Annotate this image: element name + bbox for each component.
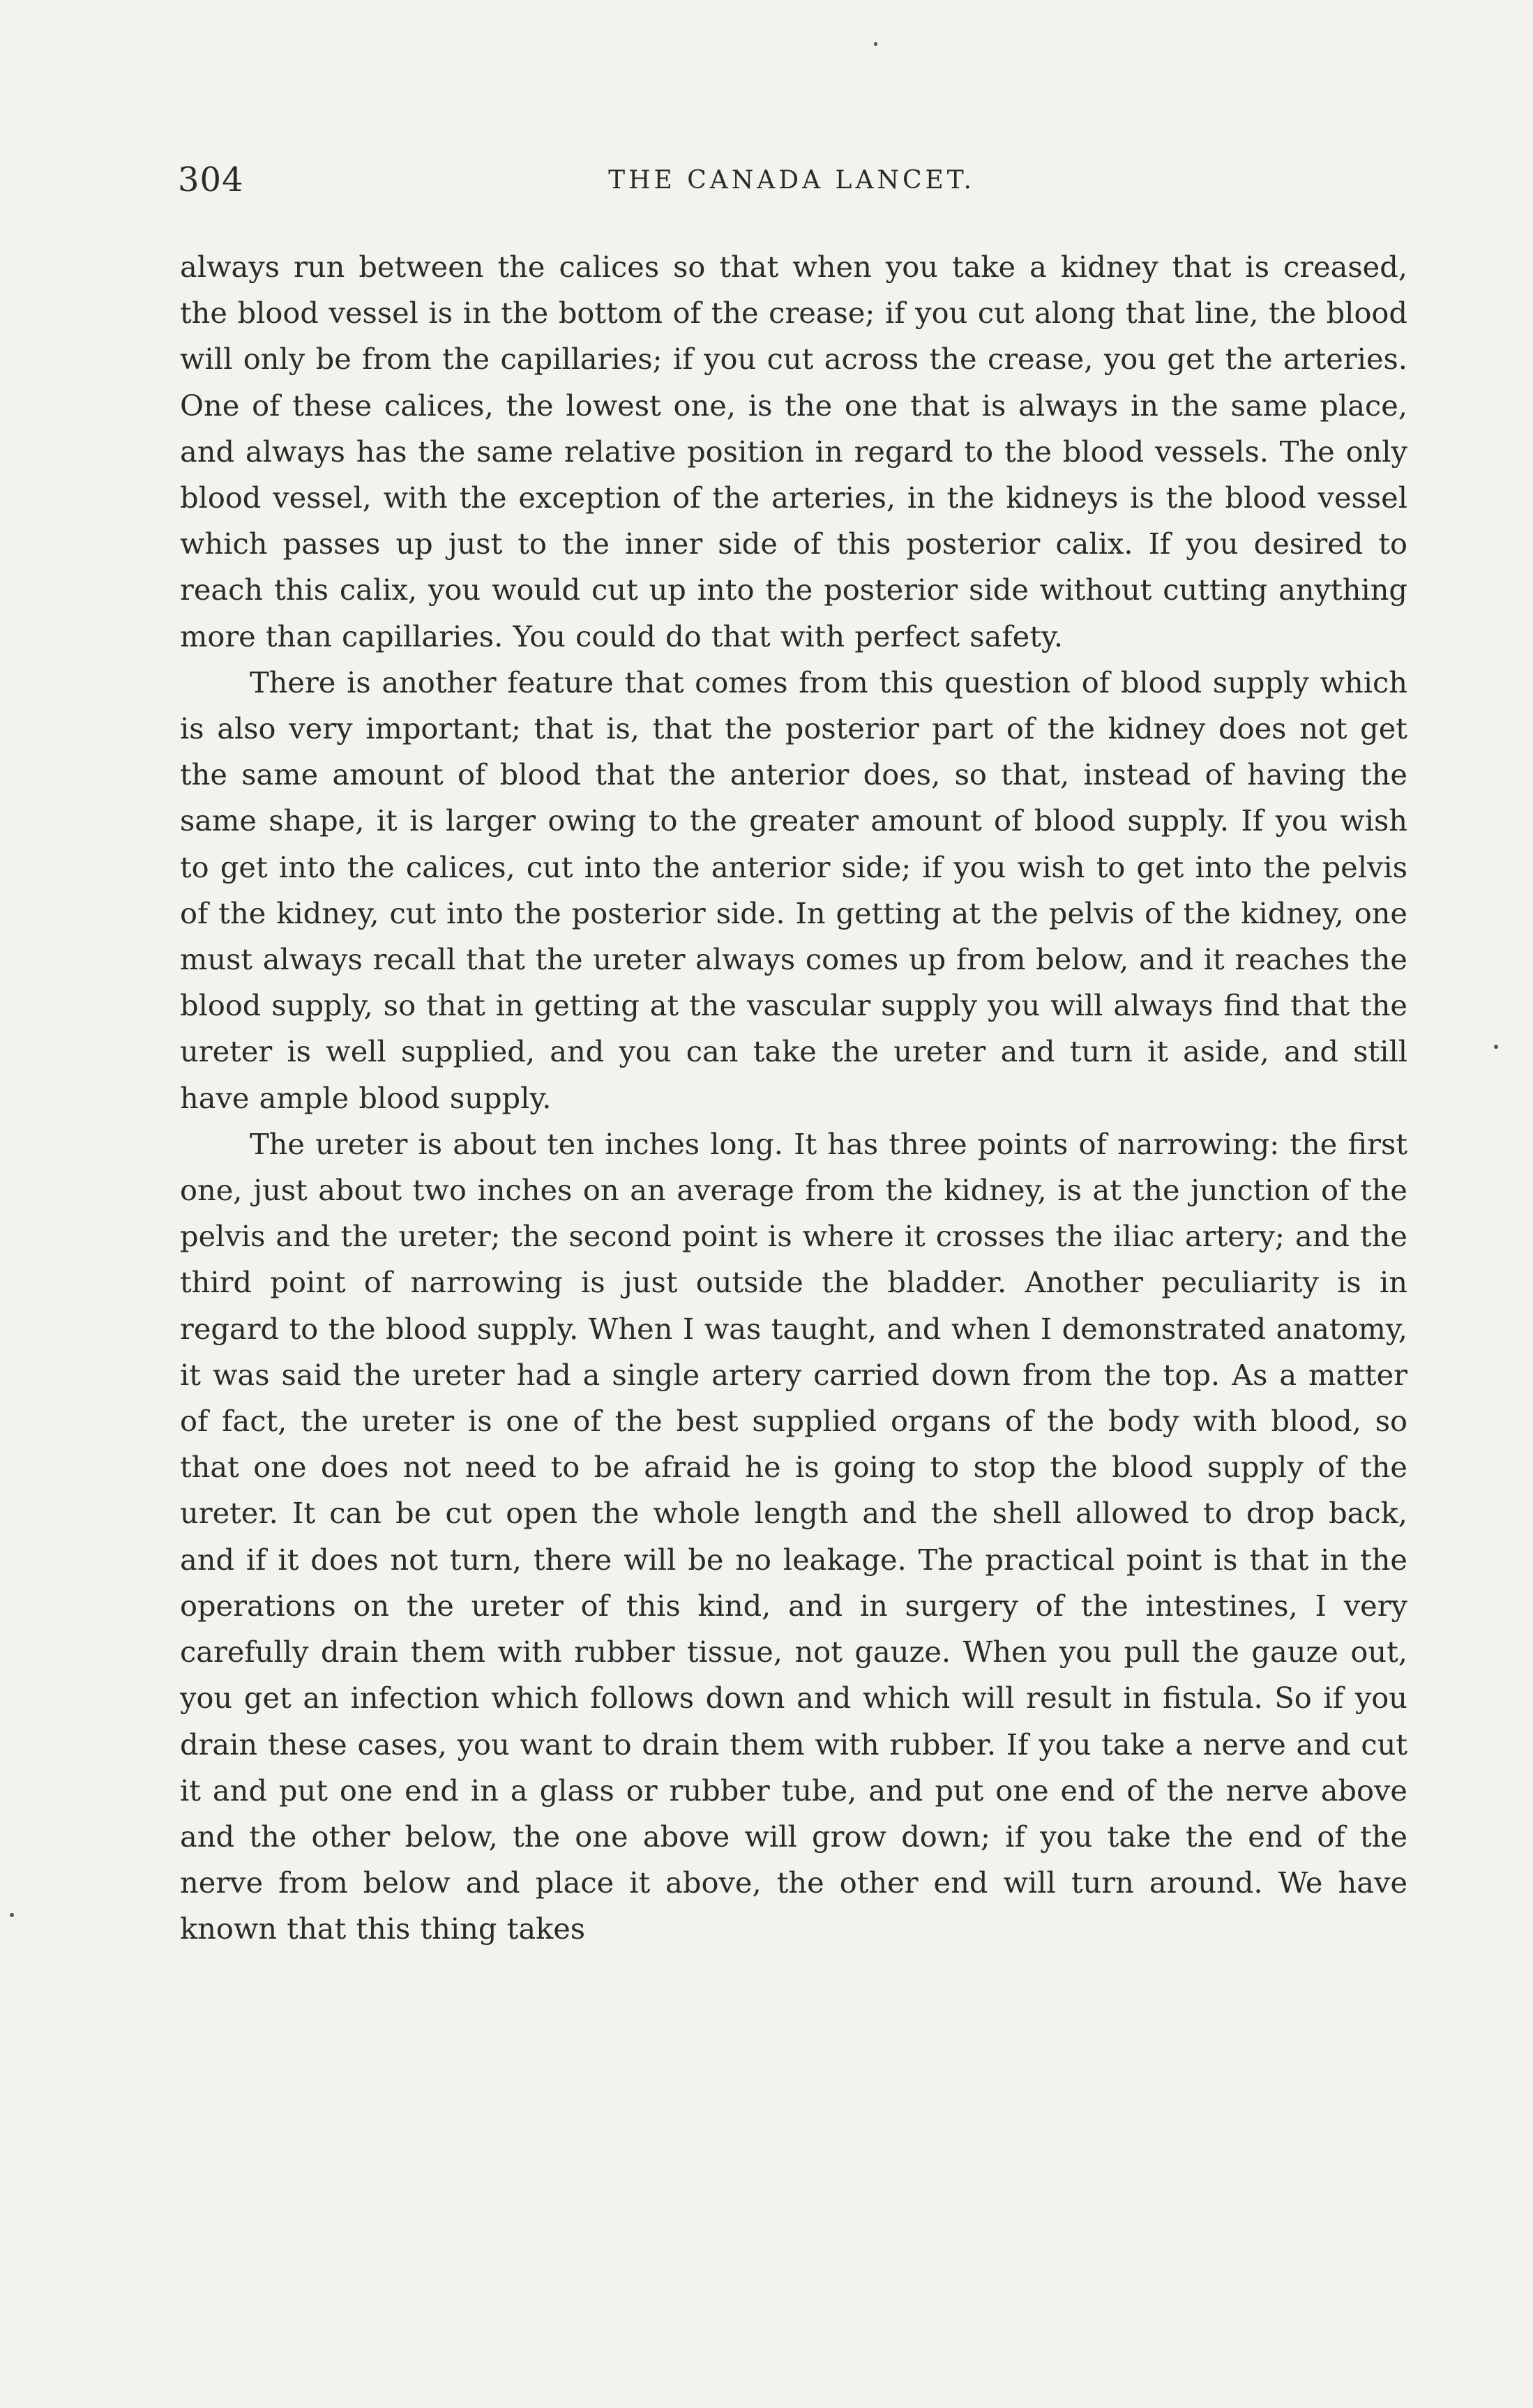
body-text bbox=[180, 244, 1407, 1953]
page-number: 304 bbox=[178, 160, 244, 199]
paragraph-2: There is another feature that comes from this question of blood supply which is also very important; that is, that the posterior part of the kidney does not get the same amount of blood that the anterior does, so that, instead of having the same shape, it is larger owing to the greater amount of blood supply. If you wish to get into the calices, cut into the anterior side; if you wish to get into the pelvis of the kidney, cut into the posterior side. In getting at the pelvis of the kidney, one must always recall that the ureter always comes up from below, and it reaches the blood supply, so that in getting at the vascular supply you will always find that the ureter is well supplied, and you can take the ureter and turn it aside, and still have ample blood supply. bbox=[180, 665, 1407, 1115]
running-head: THE CANADA LANCET. bbox=[608, 166, 975, 195]
paragraph-1: always run between the calices so that when you take a kidney that is creased, the blood vessel is in the bottom of the crease; if you cut along that line, the blood will only be from the capillaries; if you cut across the crease, you get the arteries. One of these calices, the lowest one, is the one that is always in the same place, and always has the same relative position in regard to the blood vessels. The only blood vessel, with the exception of the arteries, in the kidneys is the blood vessel which passes up just to the inner side of this posterior calix. If you desired to reach this calix, you would cut up into the posterior side without cutting anything more than capillaries. You could do that with perfect safety. bbox=[180, 250, 1407, 653]
page-header bbox=[178, 159, 1405, 208]
scan-speck-right bbox=[1494, 1045, 1498, 1049]
scan-speck-top bbox=[874, 42, 877, 46]
paragraph-3: The ureter is about ten inches long. It has three points of narrowing: the first one, just about two inches on an average from the kidney, is at the junction of the pelvis and the ureter; the second point is where it crosses the iliac artery; and the third point of narrowing is just outside the bladder. Another peculiarity is in regard to the blood supply. When I was taught, and when I demonstrated anatomy, it was said the ureter had a single artery carried down from the top. As a matter of fact, the ureter is one of the best supplied organs of the body with blood, so that one does not need to be afraid he is going to stop the blood supply of the ureter. It can be cut open the whole length and the shell allowed to drop back, and if it does not turn, there will be no leakage. The practical point is that in the operations on the ureter of this kind, and in surgery of the intestines, I very carefully drain them with rubber tissue, not gauze. When you pull the gauze out, you get an infection which follows down and which will result in fistula. So if you drain these cases, you want to drain them with rubber. If you take a nerve and cut it and put one end in a glass or rubber tube, and put one end of the nerve above and the other below, the one above will grow down; if you take the end of the nerve from below and place it above, the other end will turn around. We have known that this thing takes bbox=[180, 1126, 1407, 1946]
scan-speck-left bbox=[10, 1913, 14, 1917]
